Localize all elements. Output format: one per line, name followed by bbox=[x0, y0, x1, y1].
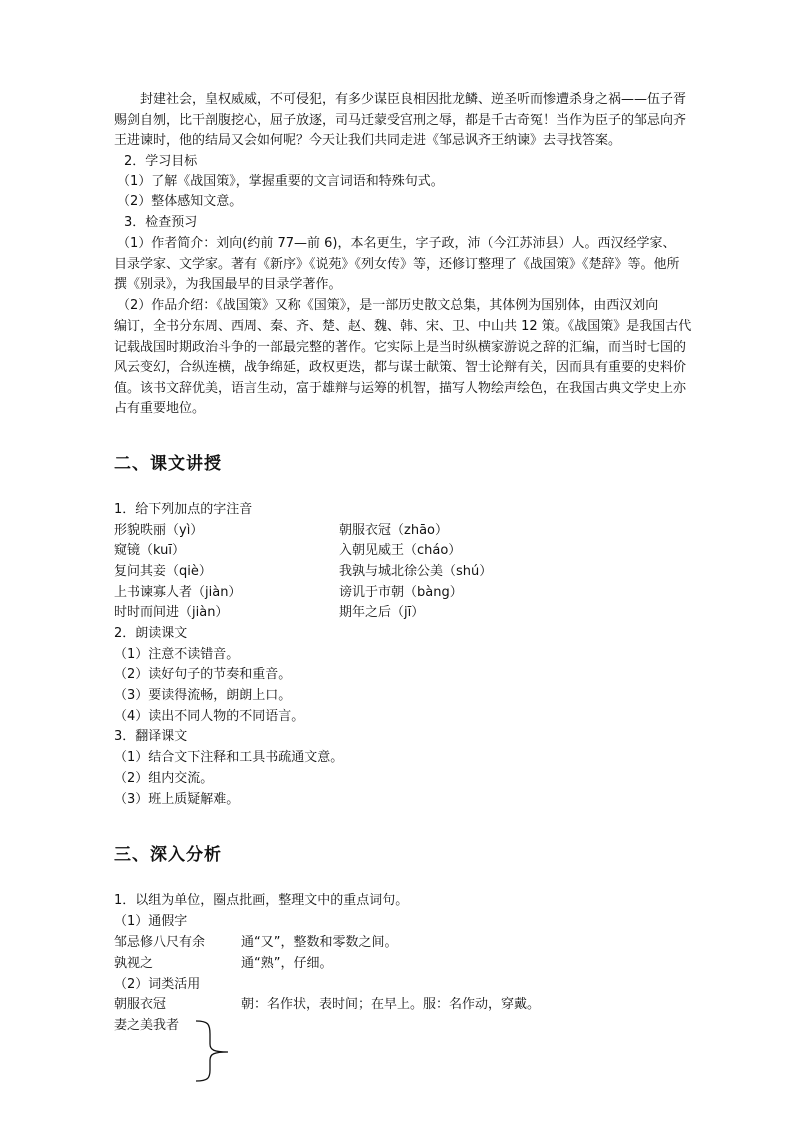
tongjia-word-1: 邹忌修八尺有余 bbox=[114, 935, 206, 950]
intro-line-3: 王进谏时，他的结局又会如何呢？今天让我们共同走进《邹忌讽齐王纳谏》去寻找答案。 bbox=[114, 133, 622, 148]
tongjia-note-2: 通“熟”，仔细。 bbox=[241, 956, 333, 971]
tongjia-title: （1）通假字 bbox=[114, 914, 188, 929]
huoyong-title: （2）词类活用 bbox=[114, 977, 201, 992]
pron-left-4: 上书谏寡人者（jiàn） bbox=[114, 585, 242, 600]
work-line-1: （2）作品介绍：《战国策》又称《国策》，是一部历史散文总集，其体例为国别体，由西汉刘向 bbox=[117, 298, 659, 313]
goals-item-1: （1）了解《战国策》，掌握重要的文言词语和特殊句式。 bbox=[117, 174, 444, 189]
trans-item-3: （3）班上质疑解难。 bbox=[114, 792, 240, 807]
author-line-2: 目录学家、文学家。著有《新序》《说苑》《列女传》等，还修订整理了《战国策》《楚辞》等。他所 bbox=[114, 257, 680, 272]
read-item-2: （2）读好句子的节奏和重音。 bbox=[114, 667, 292, 682]
pron-title: 1．给下列加点的字注音 bbox=[114, 502, 253, 517]
work-line-3: 记载战国时期政治斗争的一部最完整的著作。它实际上是当时纵横家游说之辞的汇编，而当时七国的 bbox=[114, 340, 687, 355]
analysis-intro: 1．以组为单位，圈点批画，整理文中的重点词句。 bbox=[114, 893, 409, 908]
pron-right-1: 朝服衣冠（zhāo） bbox=[339, 523, 448, 538]
pron-right-2: 入朝见威王（cháo） bbox=[339, 543, 462, 558]
pron-left-1: 形貌昳丽（yì） bbox=[114, 523, 204, 538]
work-line-5: 值。该书文辞优美，语言生动，富于雄辩与运筹的机智，描写人物绘声绘色，在我国古典文学史上亦 bbox=[114, 381, 687, 396]
work-line-6: 占有重要地位。 bbox=[114, 401, 206, 416]
section-heading-2: 二、课文讲授 bbox=[114, 454, 222, 474]
huoyong-word-2: 妻之美我者 bbox=[114, 1018, 180, 1033]
work-line-2: 编订，全书分东周、西周、秦、齐、楚、赵、魏、韩、宋、卫、中山共 12 策。《战国策》是我国古代 bbox=[114, 319, 692, 334]
preview-title: 3．检查预习 bbox=[124, 215, 198, 230]
author-line-1: （1）作者简介：刘向(约前 77—前 6)，本名更生，字子政，沛（今江苏沛县）人。西汉经学家、 bbox=[117, 236, 676, 251]
tongjia-note-1: 通“又”，整数和零数之间。 bbox=[241, 935, 398, 950]
trans-item-2: （2）组内交流。 bbox=[114, 771, 214, 786]
read-title: 2．朗读课文 bbox=[114, 626, 188, 641]
trans-item-1: （1）结合文下注释和工具书疏通文意。 bbox=[114, 750, 344, 765]
read-item-3: （3）要读得流畅，朗朗上口。 bbox=[114, 688, 292, 703]
read-item-4: （4）读出不同人物的不同语言。 bbox=[114, 709, 305, 724]
work-line-4: 风云变幻，合纵连横，战争绵延，政权更迭，都与谋士献策、智士论辩有关，因而具有重要的史料价 bbox=[114, 360, 687, 375]
pron-left-2: 窥镜（kuī） bbox=[114, 543, 185, 558]
read-item-1: （1）注意不读错音。 bbox=[114, 647, 240, 662]
trans-title: 3．翻译课文 bbox=[114, 729, 188, 744]
goals-title: 2．学习目标 bbox=[124, 154, 198, 169]
author-line-3: 撰《别录》，为我国最早的目录学著作。 bbox=[114, 277, 342, 292]
intro-line-2: 赐剑自刎，比干剖腹挖心，屈子放逐，司马迁蒙受宫刑之辱，都是千古奇冤！当作为臣子的邹忌向齐 bbox=[114, 113, 687, 128]
curly-brace bbox=[190, 1018, 240, 1084]
goals-item-2: （2）整体感知文意。 bbox=[117, 194, 243, 209]
intro-line-1: 封建社会，皇权威威，不可侵犯，有多少谋臣良相因批龙鳞、逆圣听而惨遭杀身之祸——伍子胥 bbox=[114, 92, 687, 107]
huoyong-note-1: 朝：名作状，表时间；在早上。服：名作动，穿戴。 bbox=[241, 997, 541, 1012]
pron-right-3: 我孰与城北徐公美（shú） bbox=[339, 564, 493, 579]
tongjia-word-2: 孰视之 bbox=[114, 956, 154, 971]
pron-left-3: 复问其妾（qiè） bbox=[114, 564, 212, 579]
section-heading-3: 三、深入分析 bbox=[114, 845, 222, 865]
pron-right-4: 谤讥于市朝（bàng） bbox=[339, 585, 463, 600]
huoyong-word-1: 朝服衣冠 bbox=[114, 997, 167, 1012]
pron-left-5: 时时而间进（jiàn） bbox=[114, 605, 229, 620]
pron-right-5: 期年之后（jī） bbox=[339, 605, 425, 620]
